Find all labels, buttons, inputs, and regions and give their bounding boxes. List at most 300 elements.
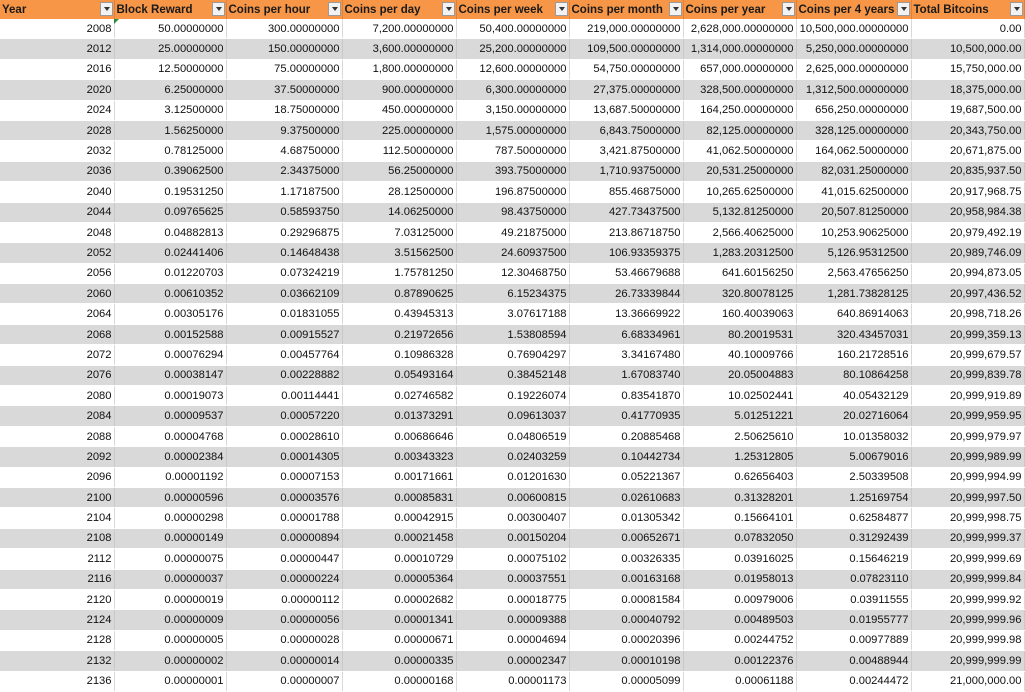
filter-dropdown-icon[interactable] (669, 2, 682, 16)
table-cell[interactable]: 0.00915527 (226, 324, 342, 344)
table-cell[interactable]: 10.01358032 (796, 426, 911, 446)
table-cell[interactable]: 0.02746582 (342, 386, 456, 406)
table-cell[interactable]: 109,500.00000000 (569, 39, 683, 59)
filter-dropdown-icon[interactable] (897, 2, 910, 16)
table-cell[interactable]: 640.86914063 (796, 304, 911, 324)
table-cell[interactable]: 20,997,436.52 (911, 284, 1024, 304)
table-cell[interactable]: 2128 (0, 630, 114, 650)
table-cell[interactable]: 0.00003576 (226, 487, 342, 507)
table-cell[interactable]: 0.00000075 (114, 549, 226, 569)
table-cell[interactable]: 0.83541870 (569, 386, 683, 406)
table-cell[interactable]: 1,281.73828125 (796, 284, 911, 304)
table-cell[interactable]: 80.10864258 (796, 365, 911, 385)
table-cell[interactable]: 20.05004883 (683, 365, 796, 385)
filter-dropdown-icon[interactable] (100, 2, 113, 16)
table-cell[interactable]: 0.00979006 (683, 589, 796, 609)
table-cell[interactable]: 0.00076294 (114, 345, 226, 365)
table-cell[interactable]: 41,015.62500000 (796, 182, 911, 202)
table-cell[interactable]: 0.00000019 (114, 589, 226, 609)
table-cell[interactable]: 0.00075102 (456, 549, 569, 569)
filter-dropdown-icon[interactable] (1010, 2, 1023, 16)
table-cell[interactable]: 21,000,000.00 (911, 671, 1024, 691)
table-cell[interactable]: 20,999,999.96 (911, 610, 1024, 630)
table-cell[interactable]: 28.12500000 (342, 182, 456, 202)
table-cell[interactable]: 18.75000000 (226, 100, 342, 120)
table-cell[interactable]: 2084 (0, 406, 114, 426)
table-cell[interactable]: 6.15234375 (456, 284, 569, 304)
table-cell[interactable]: 213.86718750 (569, 222, 683, 242)
table-cell[interactable]: 0.00000112 (226, 589, 342, 609)
table-cell[interactable]: 1.67083740 (569, 365, 683, 385)
table-cell[interactable]: 6.25000000 (114, 80, 226, 100)
table-cell[interactable]: 2.50625610 (683, 426, 796, 446)
table-cell[interactable]: 50,400.00000000 (456, 19, 569, 39)
table-cell[interactable]: 0.21972656 (342, 324, 456, 344)
table-cell[interactable]: 656,250.00000000 (796, 100, 911, 120)
table-cell[interactable]: 2104 (0, 508, 114, 528)
table-cell[interactable]: 0.00000596 (114, 487, 226, 507)
table-cell[interactable]: 0.00002682 (342, 589, 456, 609)
table-cell[interactable]: 0.05493164 (342, 365, 456, 385)
table-cell[interactable]: 6,300.00000000 (456, 80, 569, 100)
table-cell[interactable]: 0.00489503 (683, 610, 796, 630)
table-cell[interactable]: 25.00000000 (114, 39, 226, 59)
table-cell[interactable]: 20,343,750.00 (911, 120, 1024, 140)
table-cell[interactable]: 13.36669922 (569, 304, 683, 324)
table-cell[interactable]: 20.02716064 (796, 406, 911, 426)
table-cell[interactable]: 0.31292439 (796, 528, 911, 548)
table-cell[interactable]: 5.00679016 (796, 447, 911, 467)
table-cell[interactable]: 2108 (0, 528, 114, 548)
table-cell[interactable]: 20,671,875.00 (911, 141, 1024, 161)
table-cell[interactable]: 0.62584877 (796, 508, 911, 528)
table-cell[interactable]: 20,998,718.26 (911, 304, 1024, 324)
table-cell[interactable]: 0.00 (911, 19, 1024, 39)
table-cell[interactable]: 0.62656403 (683, 467, 796, 487)
table-cell[interactable]: 10,500,000.00 (911, 39, 1024, 59)
table-cell[interactable]: 2.50339508 (796, 467, 911, 487)
table-cell[interactable]: 0.00000224 (226, 569, 342, 589)
table-cell[interactable]: 25,200.00000000 (456, 39, 569, 59)
filter-dropdown-icon[interactable] (555, 2, 568, 16)
table-cell[interactable]: 328,500.00000000 (683, 80, 796, 100)
table-cell[interactable]: 2120 (0, 589, 114, 609)
table-cell[interactable]: 0.00005099 (569, 671, 683, 691)
table-cell[interactable]: 1.25312805 (683, 447, 796, 467)
table-cell[interactable]: 3,600.00000000 (342, 39, 456, 59)
table-cell[interactable]: 0.00040792 (569, 610, 683, 630)
table-cell[interactable]: 393.75000000 (456, 161, 569, 181)
table-cell[interactable]: 9.37500000 (226, 120, 342, 140)
table-cell[interactable]: 2116 (0, 569, 114, 589)
table-cell[interactable]: 3.07617188 (456, 304, 569, 324)
table-cell[interactable]: 20,917,968.75 (911, 182, 1024, 202)
table-cell[interactable]: 0.00057220 (226, 406, 342, 426)
table-cell[interactable]: 26.73339844 (569, 284, 683, 304)
table-cell[interactable]: 0.00305176 (114, 304, 226, 324)
table-cell[interactable]: 0.15646219 (796, 549, 911, 569)
table-cell[interactable]: 1,283.20312500 (683, 243, 796, 263)
table-cell[interactable]: 2052 (0, 243, 114, 263)
table-cell[interactable]: 0.00326335 (569, 549, 683, 569)
table-cell[interactable]: 0.00001192 (114, 467, 226, 487)
table-cell[interactable]: 2,628,000.00000000 (683, 19, 796, 39)
table-cell[interactable]: 2,563.47656250 (796, 263, 911, 283)
table-cell[interactable]: 6,843.75000000 (569, 120, 683, 140)
table-cell[interactable]: 0.00009388 (456, 610, 569, 630)
table-cell[interactable]: 0.15664101 (683, 508, 796, 528)
table-cell[interactable]: 0.00002347 (456, 651, 569, 671)
table-cell[interactable]: 0.00020396 (569, 630, 683, 650)
table-cell[interactable]: 0.00171661 (342, 467, 456, 487)
table-cell[interactable]: 0.00038147 (114, 365, 226, 385)
table-cell[interactable]: 5,126.95312500 (796, 243, 911, 263)
table-cell[interactable]: 0.00600815 (456, 487, 569, 507)
table-cell[interactable]: 2024 (0, 100, 114, 120)
table-cell[interactable]: 164,062.50000000 (796, 141, 911, 161)
table-cell[interactable]: 150.00000000 (226, 39, 342, 59)
table-cell[interactable]: 0.00300407 (456, 508, 569, 528)
table-cell[interactable]: 160.21728516 (796, 345, 911, 365)
table-cell[interactable]: 0.14648438 (226, 243, 342, 263)
table-cell[interactable]: 0.58593750 (226, 202, 342, 222)
table-cell[interactable]: 0.03911555 (796, 589, 911, 609)
table-cell[interactable]: 82,125.00000000 (683, 120, 796, 140)
table-cell[interactable]: 0.00010729 (342, 549, 456, 569)
table-cell[interactable]: 450.00000000 (342, 100, 456, 120)
table-cell[interactable]: 164,250.00000000 (683, 100, 796, 120)
table-cell[interactable]: 20,999,994.99 (911, 467, 1024, 487)
table-cell[interactable]: 320.43457031 (796, 324, 911, 344)
table-cell[interactable]: 112.50000000 (342, 141, 456, 161)
table-cell[interactable]: 10.02502441 (683, 386, 796, 406)
table-cell[interactable]: 2,625,000.00000000 (796, 59, 911, 79)
filter-dropdown-icon[interactable] (442, 2, 455, 16)
table-cell[interactable]: 2132 (0, 651, 114, 671)
table-cell[interactable]: 0.03662109 (226, 284, 342, 304)
table-cell[interactable]: 2012 (0, 39, 114, 59)
table-cell[interactable]: 0.00001341 (342, 610, 456, 630)
table-cell[interactable]: 1,314,000.00000000 (683, 39, 796, 59)
table-cell[interactable]: 19,687,500.00 (911, 100, 1024, 120)
table-cell[interactable]: 0.00122376 (683, 651, 796, 671)
table-cell[interactable]: 0.00061188 (683, 671, 796, 691)
table-cell[interactable]: 0.00000001 (114, 671, 226, 691)
table-cell[interactable]: 12,600.00000000 (456, 59, 569, 79)
filter-dropdown-icon[interactable] (212, 2, 225, 16)
table-cell[interactable]: 0.19531250 (114, 182, 226, 202)
table-cell[interactable]: 6.68334961 (569, 324, 683, 344)
table-cell[interactable]: 0.02403259 (456, 447, 569, 467)
table-cell[interactable]: 2124 (0, 610, 114, 630)
table-cell[interactable]: 0.00000009 (114, 610, 226, 630)
table-cell[interactable]: 0.02610683 (569, 487, 683, 507)
table-cell[interactable]: 80.20019531 (683, 324, 796, 344)
table-cell[interactable]: 75.00000000 (226, 59, 342, 79)
table-cell[interactable]: 0.00019073 (114, 386, 226, 406)
table-cell[interactable]: 1,710.93750000 (569, 161, 683, 181)
table-cell[interactable]: 3,150.00000000 (456, 100, 569, 120)
table-cell[interactable]: 0.00652671 (569, 528, 683, 548)
table-cell[interactable]: 0.00010198 (569, 651, 683, 671)
table-cell[interactable]: 7.03125000 (342, 222, 456, 242)
table-cell[interactable]: 20,999,679.57 (911, 345, 1024, 365)
table-cell[interactable]: 0.00244472 (796, 671, 911, 691)
table-cell[interactable]: 300.00000000 (226, 19, 342, 39)
table-cell[interactable]: 56.25000000 (342, 161, 456, 181)
table-cell[interactable]: 787.50000000 (456, 141, 569, 161)
table-cell[interactable]: 0.00014305 (226, 447, 342, 467)
table-cell[interactable]: 20,999,919.89 (911, 386, 1024, 406)
table-cell[interactable]: 0.01955777 (796, 610, 911, 630)
table-cell[interactable]: 5,132.81250000 (683, 202, 796, 222)
table-cell[interactable]: 0.04806519 (456, 426, 569, 446)
table-cell[interactable]: 2040 (0, 182, 114, 202)
table-cell[interactable]: 14.06250000 (342, 202, 456, 222)
table-cell[interactable]: 0.00028610 (226, 426, 342, 446)
table-cell[interactable]: 0.00000002 (114, 651, 226, 671)
table-cell[interactable]: 37.50000000 (226, 80, 342, 100)
table-cell[interactable]: 2080 (0, 386, 114, 406)
table-cell[interactable]: 1.17187500 (226, 182, 342, 202)
table-cell[interactable]: 2092 (0, 447, 114, 467)
table-cell[interactable]: 2016 (0, 59, 114, 79)
table-cell[interactable]: 2048 (0, 222, 114, 242)
table-cell[interactable]: 4.68750000 (226, 141, 342, 161)
table-cell[interactable]: 0.00000168 (342, 671, 456, 691)
table-cell[interactable]: 0.00244752 (683, 630, 796, 650)
table-cell[interactable]: 0.01958013 (683, 569, 796, 589)
table-cell[interactable]: 41,062.50000000 (683, 141, 796, 161)
table-cell[interactable]: 20,999,999.69 (911, 549, 1024, 569)
table-cell[interactable]: 0.00000037 (114, 569, 226, 589)
table-cell[interactable]: 0.07823110 (796, 569, 911, 589)
table-cell[interactable]: 0.00114441 (226, 386, 342, 406)
table-cell[interactable]: 2036 (0, 161, 114, 181)
table-cell[interactable]: 98.43750000 (456, 202, 569, 222)
table-cell[interactable]: 0.29296875 (226, 222, 342, 242)
table-cell[interactable]: 0.09765625 (114, 202, 226, 222)
table-cell[interactable]: 20,999,959.95 (911, 406, 1024, 426)
table-cell[interactable]: 20,507.81250000 (796, 202, 911, 222)
table-cell[interactable]: 0.00000298 (114, 508, 226, 528)
table-cell[interactable]: 2068 (0, 324, 114, 344)
table-cell[interactable]: 20,999,839.78 (911, 365, 1024, 385)
table-cell[interactable]: 0.00686646 (342, 426, 456, 446)
table-cell[interactable]: 0.09613037 (456, 406, 569, 426)
table-cell[interactable]: 40.10009766 (683, 345, 796, 365)
table-cell[interactable]: 20,999,999.84 (911, 569, 1024, 589)
table-cell[interactable]: 0.87890625 (342, 284, 456, 304)
table-cell[interactable]: 0.76904297 (456, 345, 569, 365)
table-cell[interactable]: 0.00000894 (226, 528, 342, 548)
table-cell[interactable]: 2076 (0, 365, 114, 385)
table-cell[interactable]: 0.05221367 (569, 467, 683, 487)
table-cell[interactable]: 40.05432129 (796, 386, 911, 406)
table-cell[interactable]: 2112 (0, 549, 114, 569)
table-cell[interactable]: 7,200.00000000 (342, 19, 456, 39)
table-cell[interactable]: 20,979,492.19 (911, 222, 1024, 242)
table-cell[interactable]: 0.07324219 (226, 263, 342, 283)
table-cell[interactable]: 2020 (0, 80, 114, 100)
table-cell[interactable]: 1.56250000 (114, 120, 226, 140)
table-cell[interactable]: 0.01220703 (114, 263, 226, 283)
table-cell[interactable]: 0.00457764 (226, 345, 342, 365)
table-cell[interactable]: 2064 (0, 304, 114, 324)
table-cell[interactable]: 20,999,998.75 (911, 508, 1024, 528)
table-cell[interactable]: 219,000.00000000 (569, 19, 683, 39)
table-cell[interactable]: 1,800.00000000 (342, 59, 456, 79)
table-cell[interactable]: 0.00001173 (456, 671, 569, 691)
table-cell[interactable]: 0.78125000 (114, 141, 226, 161)
table-cell[interactable]: 0.02441406 (114, 243, 226, 263)
table-cell[interactable]: 0.00228882 (226, 365, 342, 385)
table-cell[interactable]: 0.19226074 (456, 386, 569, 406)
table-cell[interactable]: 20,994,873.05 (911, 263, 1024, 283)
table-cell[interactable]: 20,835,937.50 (911, 161, 1024, 181)
table-cell[interactable]: 27,375.00000000 (569, 80, 683, 100)
table-cell[interactable]: 0.00037551 (456, 569, 569, 589)
filter-dropdown-icon[interactable] (782, 2, 795, 16)
table-cell[interactable]: 0.00000028 (226, 630, 342, 650)
table-cell[interactable]: 0.07832050 (683, 528, 796, 548)
table-cell[interactable]: 20,999,999.92 (911, 589, 1024, 609)
table-cell[interactable]: 82,031.25000000 (796, 161, 911, 181)
table-cell[interactable]: 20,999,989.99 (911, 447, 1024, 467)
table-cell[interactable]: 225.00000000 (342, 120, 456, 140)
table-cell[interactable]: 0.00004694 (456, 630, 569, 650)
table-cell[interactable]: 2.34375000 (226, 161, 342, 181)
table-cell[interactable]: 106.93359375 (569, 243, 683, 263)
table-cell[interactable]: 160.40039063 (683, 304, 796, 324)
table-cell[interactable]: 10,500,000.00000000 (796, 19, 911, 39)
table-cell[interactable]: 5,250,000.00000000 (796, 39, 911, 59)
table-cell[interactable]: 20,999,999.98 (911, 630, 1024, 650)
table-cell[interactable]: 0.00007153 (226, 467, 342, 487)
table-cell[interactable]: 328,125.00000000 (796, 120, 911, 140)
table-cell[interactable]: 0.01305342 (569, 508, 683, 528)
table-cell[interactable]: 12.30468750 (456, 263, 569, 283)
table-cell[interactable]: 0.00150204 (456, 528, 569, 548)
table-cell[interactable]: 2136 (0, 671, 114, 691)
table-cell[interactable]: 657,000.00000000 (683, 59, 796, 79)
table-cell[interactable]: 0.00977889 (796, 630, 911, 650)
table-cell[interactable]: 20,999,359.13 (911, 324, 1024, 344)
table-cell[interactable]: 2088 (0, 426, 114, 446)
table-cell[interactable]: 0.00000005 (114, 630, 226, 650)
filter-dropdown-icon[interactable] (328, 2, 341, 16)
table-cell[interactable]: 20,999,997.50 (911, 487, 1024, 507)
table-cell[interactable]: 0.00081584 (569, 589, 683, 609)
table-cell[interactable]: 12.50000000 (114, 59, 226, 79)
table-cell[interactable]: 320.80078125 (683, 284, 796, 304)
table-cell[interactable]: 2100 (0, 487, 114, 507)
table-cell[interactable]: 0.00018775 (456, 589, 569, 609)
table-cell[interactable]: 900.00000000 (342, 80, 456, 100)
table-cell[interactable]: 641.60156250 (683, 263, 796, 283)
table-cell[interactable]: 0.01201630 (456, 467, 569, 487)
table-cell[interactable]: 0.00005364 (342, 569, 456, 589)
table-cell[interactable]: 10,265.62500000 (683, 182, 796, 202)
table-cell[interactable]: 0.00042915 (342, 508, 456, 528)
table-cell[interactable]: 2096 (0, 467, 114, 487)
table-cell[interactable]: 0.03916025 (683, 549, 796, 569)
table-cell[interactable]: 0.00001788 (226, 508, 342, 528)
table-cell[interactable]: 1,575.00000000 (456, 120, 569, 140)
table-cell[interactable]: 49.21875000 (456, 222, 569, 242)
table-cell[interactable]: 0.10986328 (342, 345, 456, 365)
table-cell[interactable]: 53.46679688 (569, 263, 683, 283)
table-cell[interactable]: 0.00152588 (114, 324, 226, 344)
table-cell[interactable]: 1,312,500.00000000 (796, 80, 911, 100)
table-cell[interactable]: 196.87500000 (456, 182, 569, 202)
table-cell[interactable]: 2008 (0, 19, 114, 39)
table-cell[interactable]: 50.00000000 (114, 19, 226, 39)
table-cell[interactable]: 20,531.25000000 (683, 161, 796, 181)
table-cell[interactable]: 0.00000447 (226, 549, 342, 569)
table-cell[interactable]: 0.00002384 (114, 447, 226, 467)
table-cell[interactable]: 0.00004768 (114, 426, 226, 446)
table-cell[interactable]: 54,750.00000000 (569, 59, 683, 79)
table-cell[interactable]: 0.01373291 (342, 406, 456, 426)
table-cell[interactable]: 0.00000671 (342, 630, 456, 650)
table-cell[interactable]: 1.53808594 (456, 324, 569, 344)
table-cell[interactable]: 0.00009537 (114, 406, 226, 426)
table-cell[interactable]: 0.31328201 (683, 487, 796, 507)
table-cell[interactable]: 0.00610352 (114, 284, 226, 304)
table-cell[interactable]: 0.00000014 (226, 651, 342, 671)
table-cell[interactable]: 20,999,979.97 (911, 426, 1024, 446)
table-cell[interactable]: 3,421.87500000 (569, 141, 683, 161)
table-cell[interactable]: 0.38452148 (456, 365, 569, 385)
table-cell[interactable]: 427.73437500 (569, 202, 683, 222)
table-cell[interactable]: 0.00085831 (342, 487, 456, 507)
table-cell[interactable]: 2032 (0, 141, 114, 161)
table-cell[interactable]: 20,958,984.38 (911, 202, 1024, 222)
table-cell[interactable]: 0.04882813 (114, 222, 226, 242)
table-cell[interactable]: 3.51562500 (342, 243, 456, 263)
table-cell[interactable]: 2044 (0, 202, 114, 222)
table-cell[interactable]: 0.10442734 (569, 447, 683, 467)
table-cell[interactable]: 0.39062500 (114, 161, 226, 181)
table-cell[interactable]: 2056 (0, 263, 114, 283)
table-cell[interactable]: 3.34167480 (569, 345, 683, 365)
table-cell[interactable]: 1.25169754 (796, 487, 911, 507)
table-cell[interactable]: 0.00163168 (569, 569, 683, 589)
table-cell[interactable]: 15,750,000.00 (911, 59, 1024, 79)
table-cell[interactable]: 0.01831055 (226, 304, 342, 324)
table-cell[interactable]: 0.41770935 (569, 406, 683, 426)
table-cell[interactable]: 24.60937500 (456, 243, 569, 263)
table-cell[interactable]: 0.00343323 (342, 447, 456, 467)
table-cell[interactable]: 5.01251221 (683, 406, 796, 426)
table-cell[interactable]: 0.00000149 (114, 528, 226, 548)
table-cell[interactable]: 0.00021458 (342, 528, 456, 548)
table-cell[interactable]: 20,989,746.09 (911, 243, 1024, 263)
table-cell[interactable]: 2,566.40625000 (683, 222, 796, 242)
table-cell[interactable]: 0.00000007 (226, 671, 342, 691)
table-cell[interactable]: 18,375,000.00 (911, 80, 1024, 100)
table-cell[interactable]: 2028 (0, 120, 114, 140)
table-cell[interactable]: 20,999,999.37 (911, 528, 1024, 548)
table-cell[interactable]: 0.43945313 (342, 304, 456, 324)
table-cell[interactable]: 1.75781250 (342, 263, 456, 283)
table-cell[interactable]: 20,999,999.99 (911, 651, 1024, 671)
table-cell[interactable]: 2072 (0, 345, 114, 365)
table-cell[interactable]: 0.20885468 (569, 426, 683, 446)
table-cell[interactable]: 3.12500000 (114, 100, 226, 120)
table-cell[interactable]: 0.00488944 (796, 651, 911, 671)
